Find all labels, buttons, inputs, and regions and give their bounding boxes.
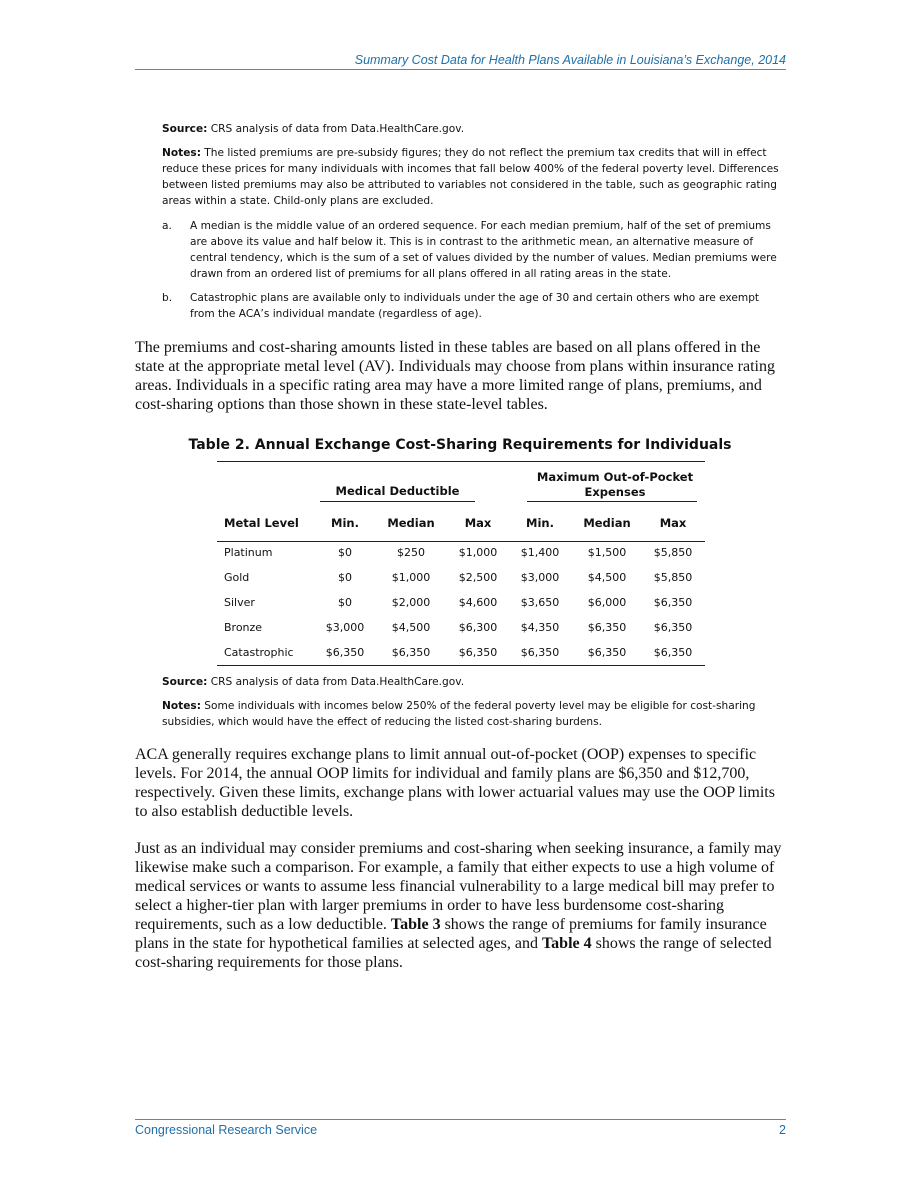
source-text: CRS analysis of data from Data.HealthCare.gov. xyxy=(207,676,465,688)
table1-notes xyxy=(162,145,782,209)
footnote-text: A median is the middle value of an ordered sequence. For each median premium, half of the set of premiums are above its value and half below it. This is in contrast to the arithmetic mean, an alternative measure of central tendency, which is the sum of a set of values divided by the number of values. Median premiums were drawn from an ordered list of premiums for all plans offered in all rating areas in the state. xyxy=(190,220,777,280)
group-header-oop xyxy=(515,470,715,500)
cell-metal-level: Silver xyxy=(224,596,255,609)
table-top-rule xyxy=(217,461,705,462)
cell-oop-median: $1,500 xyxy=(587,546,627,559)
table2-source xyxy=(162,674,782,690)
cell-deductible-min: $3,000 xyxy=(325,621,365,634)
cell-deductible-max: $4,600 xyxy=(458,596,498,609)
col-header-deductible-median: Median xyxy=(387,516,435,530)
col-header-metal-level: Metal Level xyxy=(224,516,299,530)
cell-oop-median: $6,000 xyxy=(587,596,627,609)
paragraph-text: shows the range of selected cost-sharing requirements for those plans. xyxy=(135,935,772,971)
paragraph-text: Just as an individual may consider premiums and cost-sharing when seeking insurance, a family may likewise make such a comparison. For example, a family that either expects to use a high volume of medical services or wants to assume less financial vulnerability to a large medical bill may prefer to select a higher-tier plan with larger premiums in order to have less burdensome cost-sharing requirements, such as a low deductible. xyxy=(135,840,782,933)
cell-deductible-median: $6,350 xyxy=(391,646,431,659)
cell-oop-max: $6,350 xyxy=(653,646,693,659)
cell-deductible-median: $1,000 xyxy=(391,571,431,584)
body-paragraph-1: The premiums and cost-sharing amounts listed in these tables are based on all plans offered in the state at the appropriate metal level (AV). Individuals may choose from plans within insurance rating areas. Individuals in a specific rating area may have a more limited range of plans, premiums, and cost-sharing options than those shown in these state-level tables. xyxy=(135,339,775,413)
table-row xyxy=(217,571,705,596)
notes-label: Notes: xyxy=(162,147,201,159)
table-row xyxy=(217,621,705,646)
cell-metal-level: Bronze xyxy=(224,621,263,634)
cell-metal-level: Platinum xyxy=(224,546,273,559)
table2-title: Table 2. Annual Exchange Cost-Sharing Requirements for Individuals xyxy=(188,437,732,453)
table-bottom-rule xyxy=(217,665,705,666)
source-text: CRS analysis of data from Data.HealthCare.gov. xyxy=(207,123,465,135)
table-header-rule xyxy=(217,541,705,542)
source-label: Source: xyxy=(162,123,208,135)
cell-deductible-min: $0 xyxy=(338,571,352,584)
source-label: Source: xyxy=(162,676,208,688)
cell-oop-min: $3,650 xyxy=(520,596,560,609)
cell-oop-min: $1,400 xyxy=(520,546,560,559)
cell-deductible-median: $2,000 xyxy=(391,596,431,609)
col-header-deductible-max: Max xyxy=(464,516,492,530)
header-divider xyxy=(135,69,786,70)
cell-oop-max: $5,850 xyxy=(653,546,693,559)
col-header-oop-max: Max xyxy=(659,516,687,530)
cell-deductible-max: $6,300 xyxy=(458,621,498,634)
group-rule-oop xyxy=(527,501,697,502)
footnote-letter: b. xyxy=(162,292,173,304)
col-header-deductible-min: Min. xyxy=(331,516,359,530)
col-header-oop-min: Min. xyxy=(526,516,554,530)
group-header-oop-line2: Expenses xyxy=(584,485,646,499)
table-row xyxy=(217,546,705,571)
footer-divider xyxy=(135,1119,786,1120)
cell-deductible-median: $4,500 xyxy=(391,621,431,634)
cell-deductible-max: $1,000 xyxy=(458,546,498,559)
body-paragraph-2: ACA generally requires exchange plans to limit annual out-of-pocket (OOP) expenses to specific levels. For 2014, the annual OOP limits for individual and family plans are $6,350 and $12,700, respectively. Given these limits, exchange plans with lower actuarial values may use the OOP limits to also establish deductible levels. xyxy=(135,746,775,820)
cell-oop-min: $4,350 xyxy=(520,621,560,634)
cell-oop-median: $6,350 xyxy=(587,646,627,659)
table2-notes xyxy=(162,698,782,730)
notes-text: The listed premiums are pre-subsidy figures; they do not reflect the premium tax credits that will in effect reduce these prices for many individuals with incomes that fall below 400% of the federal poverty level. Differences between listed premiums may also be attributed to variables not considered in the table, such as geographic rating areas within a state. Child-only plans are excluded. xyxy=(162,147,779,207)
cell-deductible-min: $6,350 xyxy=(325,646,365,659)
table3-reference: Table 3 xyxy=(390,916,441,933)
page-number: 2 xyxy=(779,1123,786,1137)
cell-oop-median: $6,350 xyxy=(587,621,627,634)
cell-metal-level: Catastrophic xyxy=(224,646,294,659)
cell-oop-max: $5,850 xyxy=(653,571,693,584)
table1-source xyxy=(162,121,782,137)
notes-label: Notes: xyxy=(162,700,201,712)
col-header-oop-median: Median xyxy=(583,516,631,530)
cell-oop-min: $3,000 xyxy=(520,571,560,584)
cell-deductible-min: $0 xyxy=(338,596,352,609)
cell-deductible-median: $250 xyxy=(397,546,425,559)
table-row xyxy=(217,596,705,621)
cell-oop-median: $4,500 xyxy=(587,571,627,584)
cell-oop-max: $6,350 xyxy=(653,596,693,609)
footnote-text: Catastrophic plans are available only to individuals under the age of 30 and certain others who are exempt from the ACA’s individual mandate (regardless of age). xyxy=(190,292,760,320)
cell-oop-min: $6,350 xyxy=(520,646,560,659)
paragraph-text: shows the range of premiums for family insurance plans in the state for hypothetical families at selected ages, and xyxy=(135,916,767,952)
group-header-deductible: Medical Deductible xyxy=(335,484,460,498)
group-rule-deductible xyxy=(320,501,475,502)
cell-deductible-max: $6,350 xyxy=(458,646,498,659)
cell-deductible-max: $2,500 xyxy=(458,571,498,584)
running-header-title: Summary Cost Data for Health Plans Available in Louisiana’s Exchange, 2014 xyxy=(354,53,786,67)
cell-metal-level: Gold xyxy=(224,571,250,584)
body-paragraph-3 xyxy=(135,839,785,972)
cell-deductible-min: $0 xyxy=(338,546,352,559)
footer-organization: Congressional Research Service xyxy=(135,1123,318,1137)
notes-text: Some individuals with incomes below 250% of the federal poverty level may be eligible for cost-sharing subsidies, which would have the effect of reducing the listed cost-sharing burdens. xyxy=(162,700,756,728)
footnote-letter: a. xyxy=(162,220,172,232)
table4-reference: Table 4 xyxy=(541,935,592,952)
group-header-oop-line1: Maximum Out-of-Pocket xyxy=(536,470,694,484)
cell-oop-max: $6,350 xyxy=(653,621,693,634)
table-row xyxy=(217,646,705,671)
